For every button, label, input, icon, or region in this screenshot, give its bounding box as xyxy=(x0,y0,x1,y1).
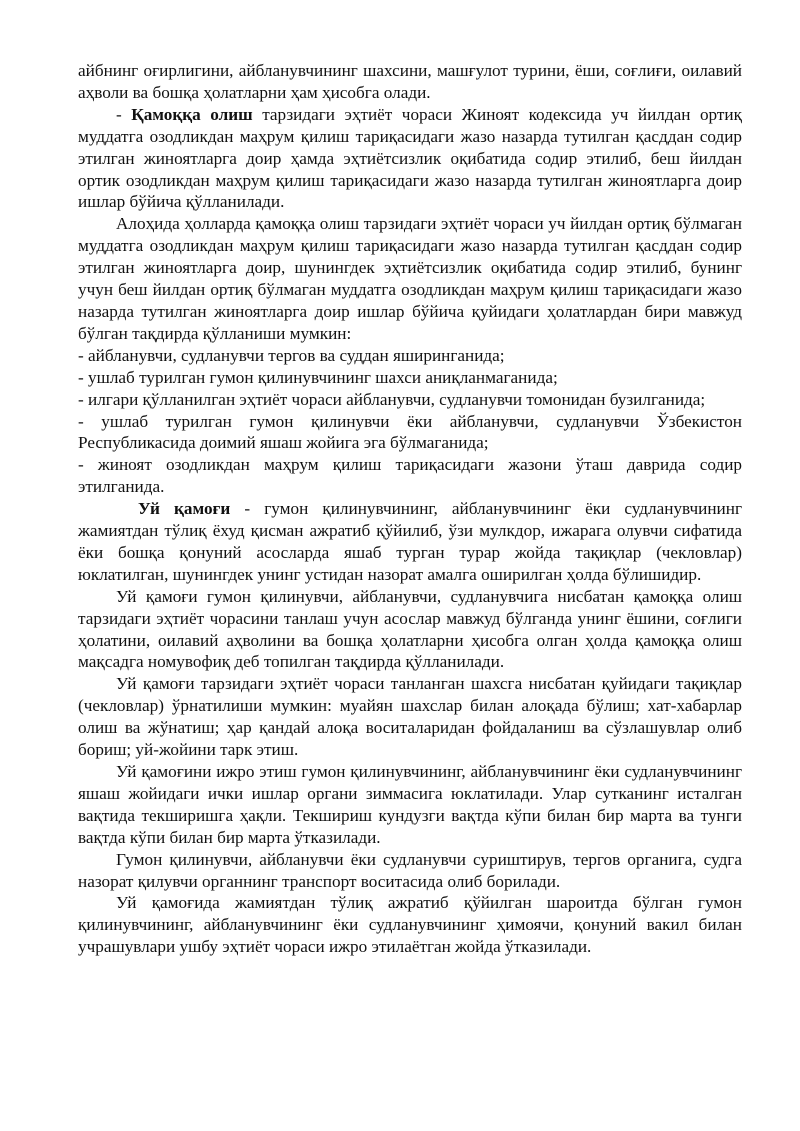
dash-prefix: - xyxy=(116,104,132,124)
term-detention: Қамоққа олиш xyxy=(131,104,253,124)
list-item: - айбланувчи, судланувчи тергов ва суддан яширинганида; xyxy=(78,345,505,365)
list-item: - ушлаб турилган гумон қилинувчи ёки айбланувчи, судланувчи Ўзбекистон Республикасида доимий яшаш жойига эга бўлмаганида; xyxy=(78,411,742,453)
paragraph-house-arrest-execution: Уй қамоғини ижро этиш гумон қилинувчининг, айбланувчининг ёки судланувчининг яшаш жойидаги ички ишлар органи зиммасига юклатилади. Улар сутканинг исталган вақтида текширишга ҳақли. Текшириш кундузги вақтда кўпи билан бир марта ва тунги вақтда кўпи билан бир марта ўтказилади. xyxy=(78,762,742,847)
paragraph-exceptional-cases: Алоҳида ҳолларда қамоққа олиш тарзидаги эҳтиёт чораси уч йилдан ортиқ бўлмаган муддатга озодликдан маҳрум қилиш тариқасидаги жазо назарда тутилган қасддан содир этилган жиноятларга доир, шунингдек эҳтиётсизлик оқибатида содир этилиб, бунинг учун беш йилдан ортиқ бўлмаган муддатга озодликдан маҳрум қилиш тариқасидаги жазо назарда тутилган жиноятларга доир ишлар бўйича қуйидаги ҳолатлардан бири мавжуд бўлган тақдирда қўлланиши мумкин: xyxy=(78,214,742,343)
paragraph-continuation: айбнинг оғирлигини, айбланувчининг шахсини, машғулот турини, ёши, соғлиғи, оилавий аҳволи ва бошқа ҳолатларни ҳам ҳисобга олади. xyxy=(78,61,742,102)
paragraph-house-arrest-application: Уй қамоғи гумон қилинувчи, айбланувчи, судланувчига нисбатан қамоққа олиш тарзидаги эҳтиёт чорасини танлаш учун асослар мавжуд бўлганда унинг ёшини, соғлиги ҳолатини, оилавий аҳволини ва бошқа ҳолатларни ҳисобга олган ҳолда қамоққа олиш мақсадга номувофиқ деб топилган тақдирда қўлланилади. xyxy=(78,586,742,672)
paragraph-house-arrest xyxy=(78,498,742,586)
list-item: - илгари қўлланилган эҳтиёт чораси айбланувчи, судланувчи томонидан бузилганида; xyxy=(78,389,706,409)
paragraph-transport: Гумон қилинувчи, айбланувчи ёки судланувчи суриштирув, тергов органига, судга назорат қилувчи органнинг транспорт воситасида олиб борилади. xyxy=(78,849,742,891)
paragraph-detention xyxy=(78,104,742,214)
list-item: - ушлаб турилган гумон қилинувчининг шахси аниқланмаганида; xyxy=(78,367,558,387)
document-page xyxy=(78,60,742,958)
paragraph-meetings: Уй қамоғида жамиятдан тўлиқ ажратиб қўйилган шароитда бўлган гумон қилинувчининг, айбланувчининг ёки судланувчининг ҳимоячи, қонуний вакил билан учрашувлари ушбу эҳтиёт чораси ижро этилаётган жойда ўтказилади. xyxy=(78,893,742,957)
term-house-arrest: Уй қамоғи xyxy=(138,499,231,519)
list-item: - жиноят озодликдан маҳрум қилиш тариқасидаги жазони ўташ даврида содир этилганида. xyxy=(78,455,742,497)
detention-text: тарзидаги эҳтиёт чораси Жиноят кодексида уч йилдан ортиқ муддатга озодликдан маҳрум қилиш тариқасидаги жазо назарда тутилган қасддан содир этилган жиноятларга доир ҳамда эҳтиётсизлик оқибатида содир этилиб, беш йилдан ортик озодликдан маҳрум қилиш тариқасидаги жазо назарда тутилган жиноятларга доир ишлар бўйича қўлланилади. xyxy=(78,104,742,212)
house-arrest-text: - гумон қилинувчининг, айбланувчининг ёки судланувчининг жамиятдан тўлиқ ёхуд қисман ажратиб қўйилиб, ўзи мулкдор, ижарага олувчи сифатида ёки бошқа қонуний асосларда яшаб турган турар жойда тақиқлар (чекловлар) юклатилган, шунингдек унинг устидан назорат амалга оширилган ҳолда бўлишидир. xyxy=(78,499,742,584)
paragraph-house-arrest-restrictions: Уй қамоғи тарзидаги эҳтиёт чораси танланган шахсга нисбатан қуйидаги тақиқлар (чекловлар) ўрнатилиши мумкин: муайян шахслар билан алоқада бўлиш; хат-хабарлар олиш ва жўнатиш; ҳар қандай алоқа воситаларидан фойдаланиш ва сўзлашувлар олиб бориш; уй-жойини тарк этиш. xyxy=(78,674,742,760)
